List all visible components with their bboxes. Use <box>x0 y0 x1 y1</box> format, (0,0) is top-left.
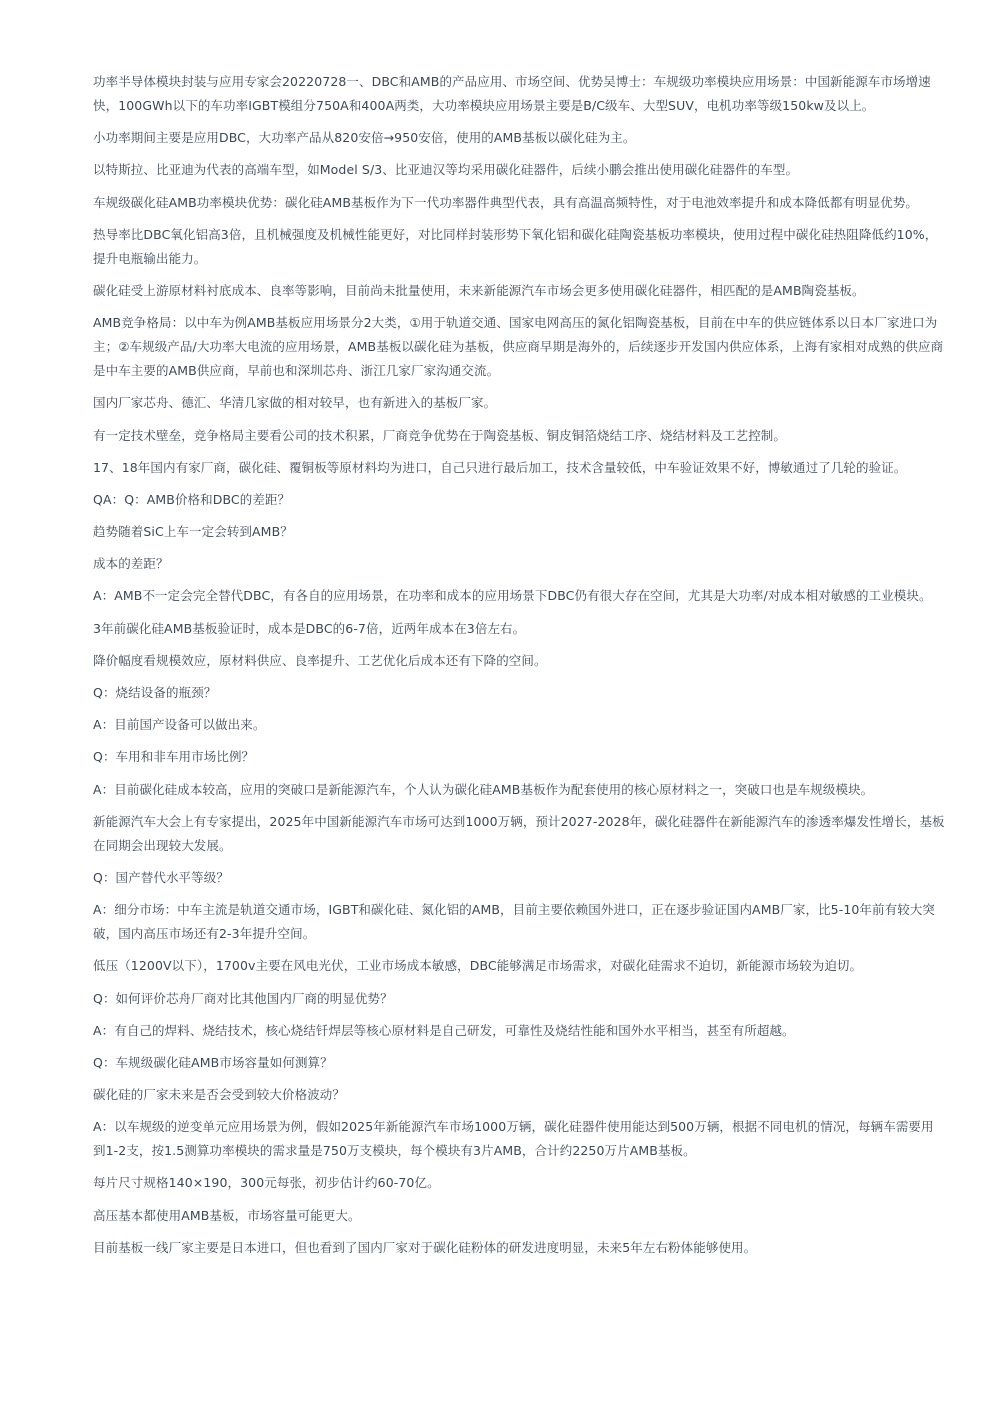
paragraph-domestic-makers: 国内厂家芯舟、德汇、华清几家做的相对较早，也有新进入的基板厂家。 <box>93 395 497 411</box>
paragraph-high-end-models: 以特斯拉、比亚迪为代表的高端车型，如Model S/3、比亚迪汉等均采用碳化硅器件，后续小鹏会推出使用碳化硅器件的车型。 <box>93 162 799 178</box>
paragraph-cost-history: 3年前碳化硅AMB基板验证时，成本是DBC的6-7倍，近两年成本在3倍左右。 <box>93 620 526 636</box>
paragraph-a-market-ratio: A：目前碳化硅成本较高，应用的突破口是新能源汽车，个人认为碳化硅AMB基板作为配套使用的核心原材料之一，突破口也是车规级模块。 <box>93 781 874 797</box>
paragraph-answer-replacement: A：AMB不一定会完全替代DBC，有各自的应用场景，在功率和成本的应用场景下DBC仍有很大存在空间，尤其是大功率/对成本相对敏感的工业模块。 <box>93 588 932 604</box>
paragraph-low-voltage: 低压（1200V以下），1700v主要在风电光伏，工业市场成本敏感，DBC能够满足市场需求，对碳化硅需求不迫切，新能源市场较为迫切。 <box>93 958 863 974</box>
paragraph-tech-barrier: 有一定技术壁垒，竞争格局主要看公司的技术积累，厂商竞争优势在于陶瓷基板、铜皮铜箔烧结工序、烧结材料及工艺控制。 <box>93 427 787 443</box>
paragraph-high-voltage: 高压基本都使用AMB基板，市场容量可能更大。 <box>93 1207 361 1223</box>
paragraph-q-xinzhou: Q：如何评价芯舟厂商对比其他国内厂商的明显优势？ <box>93 990 393 1006</box>
paragraph-ev-forecast: 新能源汽车大会上有专家提出，2025年中国新能源汽车市场可达到1000万辆，预计2027-2028年，碳化硅器件在新能源汽车的渗透率爆发性增长，基板在同期会出现较大发展。 <box>93 813 945 853</box>
paragraph-price-reduction: 降价幅度看规模效应，原材料供应、良率提升、工艺优化后成本还有下降的空间。 <box>93 652 547 668</box>
paragraph-a-sintering: A：目前国产设备可以做出来。 <box>93 717 266 733</box>
paragraph-upstream-cost: 碳化硅受上游原材料衬底成本、良率等影响，目前尚未批量使用，未来新能源汽车市场会更多使用碳化硅器件，相匹配的是AMB陶瓷基板。 <box>93 282 865 298</box>
paragraph-history: 17、18年国内有家厂商，碳化硅、覆铜板等原材料均为进口，自己只进行最后加工，技术含量较低，中车验证效果不好，博敏通过了几轮的验证。 <box>93 459 907 475</box>
paragraph-intro: 功率半导体模块封装与应用专家会20220728一、DBC和AMB的产品应用、市场空间、优势吴博士：车规级功率模块应用场景：中国新能源车市场增速快，100GWh以下的车功率IGBT模组分750A和400A两类，大功率模块应用场景主要是B/C级车、大型SUV，电机功率等级150kw及以上。 <box>93 74 931 113</box>
paragraph-sic-amb-advantages: 车规级碳化硅AMB功率模块优势：碳化硅AMB基板作为下一代功率器件典型代表，具有高温高频特性，对于电池效率提升和成本降低都有明显优势。 <box>93 194 919 210</box>
paragraph-q-price-volatility: 碳化硅的厂家未来是否会受到较大价格波动？ <box>93 1087 346 1103</box>
paragraph-thermal-conductivity: 热导率比DBC氧化铝高3倍，且机械强度及机械性能更好，对比同样封装形势下氧化铝和碳化硅陶瓷基板功率模块，使用过程中碳化硅热阻降低约10%，提升电瓶输出能力。 <box>93 226 938 266</box>
paragraph-q-localization: Q：国产替代水平等级？ <box>93 869 229 885</box>
paragraph-sic-trend: 趋势随着SiC上车一定会转到AMB？ <box>93 524 293 540</box>
paragraph-q-sintering: Q：烧结设备的瓶颈？ <box>93 685 217 700</box>
paragraph-amb-competition: AMB竞争格局：以中车为例AMB基板应用场景分2大类，①用于轨道交通、国家电网高压的氮化铝陶瓷基板，目前在中车的供应链体系以日本厂家进口为主；②车规级产品/大功率大电流的应用场景，AMB基板以碳化硅为基板，供应商早期是海外的，后续逐步开发国内供应体系，上海有家相对成熟的供应商是中车主要的AMB供应商，早前也和深圳芯舟、浙江几家厂家沟通交流。 <box>93 315 944 379</box>
paragraph-a-localization: A：细分市场：中车主流是轨道交通市场，IGBT和碳化硅、氮化铝的AMB，目前主要依赖国外进口，正在逐步验证国内AMB厂家，比5-10年前有较大突破，国内高压市场还有2-3年提升空间。 <box>93 902 936 942</box>
document-body <box>93 70 945 1268</box>
paragraph-q-market-ratio: Q：车用和非车用市场比例？ <box>93 749 255 765</box>
paragraph-a-xinzhou: A：有自己的焊料、烧结技术，核心烧结钎焊层等核心原材料是自己研发，可靠性及烧结性能和国外水平相当，甚至有所超越。 <box>93 1022 795 1038</box>
paragraph-q-market-size: Q：车规级碳化硅AMB市场容量如何测算？ <box>93 1054 333 1070</box>
paragraph-cost-gap: 成本的差距？ <box>93 556 169 572</box>
paragraph-a-market-size: A：以车规级的逆变单元应用场景为例，假如2025年新能源汽车市场1000万辆，碳化硅器件使用能达到500万辆，根据不同电机的情况，每辆车需要用到1-2支，按1.5测算功率模块的需求量是750万支模块，每个模块有3片AMB，合计约2250万片AMB基板。 <box>93 1119 934 1159</box>
paragraph-unit-spec: 每片尺寸规格140×190，300元每张，初步估计约60-70亿。 <box>93 1175 440 1191</box>
paragraph-low-power: 小功率期间主要是应用DBC，大功率产品从820安倍→950安倍，使用的AMB基板以碳化硅为主。 <box>93 130 636 146</box>
paragraph-supplier-outlook: 目前基板一线厂家主要是日本进口，但也看到了国内厂家对于碳化硅粉体的研发进度明显，未来5年左右粉体能够使用。 <box>93 1239 757 1255</box>
paragraph-qa-price-gap: QA：Q：AMB价格和DBC的差距？ <box>93 491 291 507</box>
